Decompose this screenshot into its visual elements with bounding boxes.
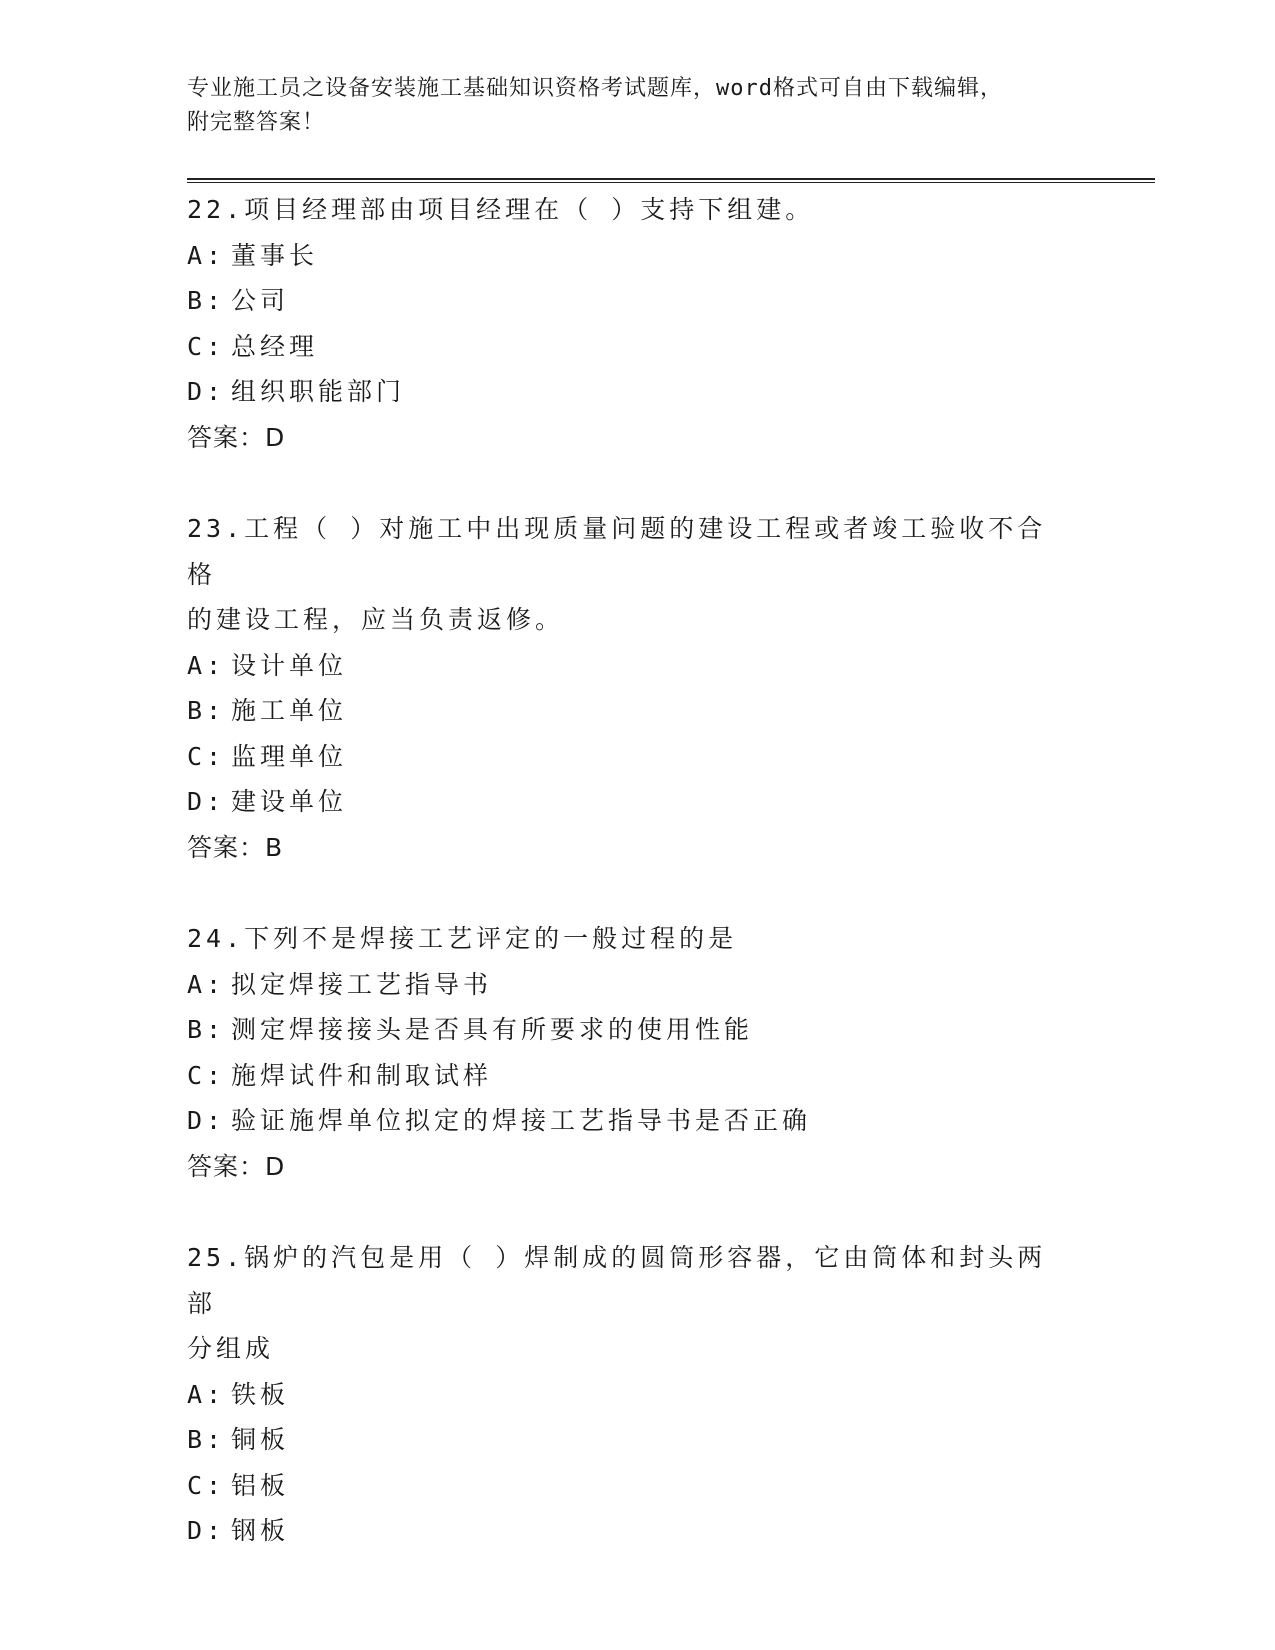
option-text: 设计单位 — [231, 650, 348, 680]
option-text: 董事长 — [231, 240, 319, 270]
option-text: 公司 — [231, 286, 290, 315]
header-line-2: 附完整答案！ — [187, 110, 326, 135]
option-text: 铁板 — [231, 1379, 290, 1409]
question-stem — [187, 916, 1067, 962]
option-text: 测定焊接接头是否具有所要求的使用性能 — [231, 1015, 754, 1044]
option-text: 施焊试件和制取试样 — [231, 1060, 493, 1090]
option-d — [187, 369, 1067, 415]
header-divider — [187, 178, 1155, 183]
option-text: 拟定焊接工艺指导书 — [231, 969, 493, 999]
stem-line: 22.项目经理部由项目经理在（ ）支持下组建。 — [187, 195, 815, 224]
option-key: A: — [187, 969, 226, 999]
option-key: A: — [187, 240, 226, 270]
option-c — [187, 324, 1067, 370]
option-key: C: — [187, 331, 226, 361]
option-b — [187, 1007, 1067, 1053]
option-key: B: — [187, 1015, 226, 1044]
option-a — [187, 1372, 1067, 1418]
option-c — [187, 1463, 1067, 1509]
option-text: 总经理 — [231, 331, 319, 361]
question-stem — [187, 187, 1067, 233]
question-25 — [187, 1235, 1067, 1554]
option-c — [187, 734, 1067, 780]
answer-label: 答案：B — [187, 832, 284, 862]
question-stem — [187, 506, 1067, 643]
option-a — [187, 962, 1067, 1008]
option-text: 建设单位 — [231, 787, 348, 816]
question-23 — [187, 506, 1067, 870]
option-text: 施工单位 — [231, 696, 348, 725]
option-key: D: — [187, 787, 226, 816]
option-key: B: — [187, 286, 226, 315]
option-text: 监理单位 — [231, 741, 348, 771]
question-24 — [187, 916, 1067, 1189]
answer-label: 答案：D — [187, 422, 286, 452]
option-c — [187, 1053, 1067, 1099]
option-key: D: — [187, 377, 226, 406]
option-b — [187, 1417, 1067, 1463]
option-b — [187, 278, 1067, 324]
option-text: 组织职能部门 — [231, 377, 406, 406]
option-key: C: — [187, 1060, 226, 1090]
answer-label: 答案：D — [187, 1151, 286, 1181]
stem-line: 的建设工程，应当负责返修。 — [187, 605, 565, 634]
option-a — [187, 233, 1067, 279]
option-d — [187, 779, 1067, 825]
option-text: 验证施焊单位拟定的焊接工艺指导书是否正确 — [231, 1106, 812, 1135]
option-a — [187, 643, 1067, 689]
stem-line: 24.下列不是焊接工艺评定的一般过程的是 — [187, 924, 738, 953]
option-key: B: — [187, 696, 226, 725]
option-key: D: — [187, 1516, 226, 1545]
option-key: A: — [187, 1379, 226, 1409]
question-22 — [187, 187, 1067, 460]
option-text: 铜板 — [231, 1425, 290, 1454]
header-line-1: 专业施工员之设备安装施工基础知识资格考试题库，word格式可自由下载编辑， — [187, 76, 1003, 101]
option-key: A: — [187, 650, 226, 680]
option-text: 铝板 — [231, 1470, 290, 1500]
option-key: C: — [187, 741, 226, 771]
question-stem — [187, 1235, 1067, 1372]
question-list — [187, 187, 1067, 1600]
option-key: D: — [187, 1106, 226, 1135]
option-d — [187, 1508, 1067, 1554]
option-text: 钢板 — [231, 1516, 290, 1545]
option-b — [187, 688, 1067, 734]
option-key: B: — [187, 1425, 226, 1454]
stem-line: 分组成 — [187, 1334, 275, 1363]
document-header — [187, 72, 1067, 140]
option-key: C: — [187, 1470, 226, 1500]
stem-line: 25.锅炉的汽包是用（ ）焊制成的圆筒形容器，它由筒体和封头两部 — [187, 1243, 1047, 1318]
option-d — [187, 1098, 1067, 1144]
stem-line: 23.工程（ ）对施工中出现质量问题的建设工程或者竣工验收不合格 — [187, 514, 1047, 589]
